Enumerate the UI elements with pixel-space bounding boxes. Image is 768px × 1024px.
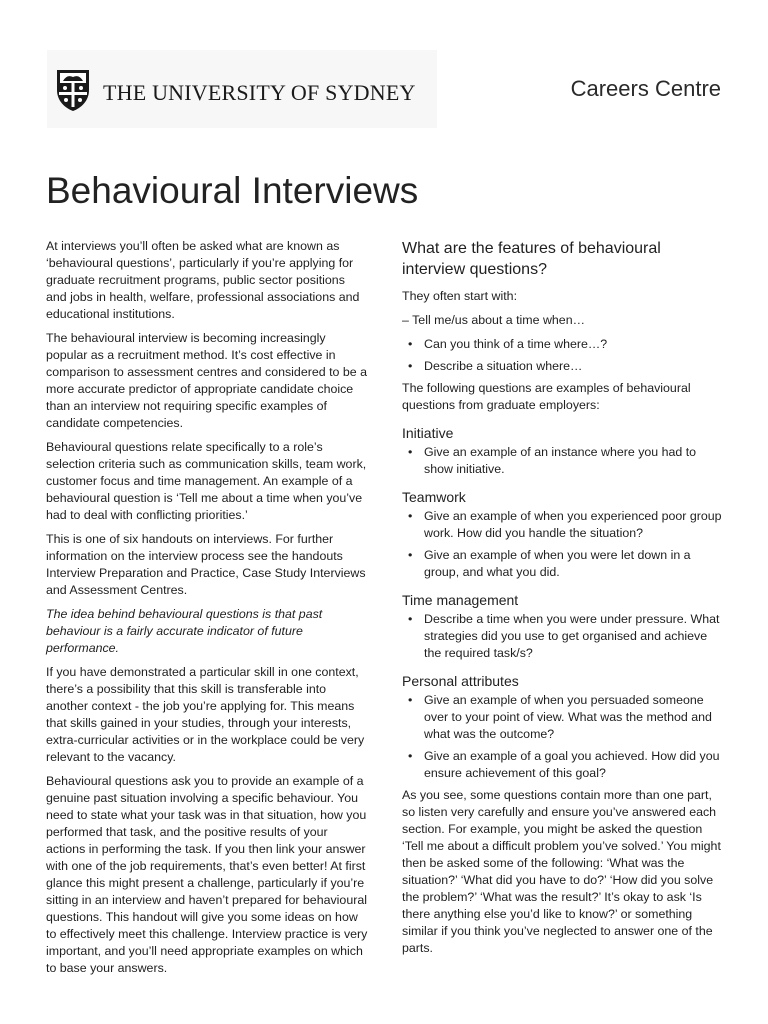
university-crest-icon xyxy=(55,68,91,112)
bullet: • xyxy=(408,337,413,351)
initiative-list xyxy=(402,444,722,478)
bullet: • xyxy=(408,749,413,763)
section-heading-time-management: Time management xyxy=(402,592,519,608)
features-heading: What are the features of behavioural interview questions? xyxy=(402,240,661,278)
italic-paragraph: The idea behind behavioural questions is that past behaviour is a fairly accurate indicator of future performance. xyxy=(46,607,323,655)
bullet: • xyxy=(408,359,413,373)
university-name: THE UNIVERSITY OF SYDNEY xyxy=(103,80,416,105)
time-management-list xyxy=(402,611,722,662)
careers-centre-label: Careers Centre xyxy=(570,76,721,101)
bullet: • xyxy=(408,509,413,523)
closing-paragraph: As you see, some questions contain more than one part, so listen very carefully and ensure you’ve answered each section. For example, you might be asked the question ‘Tell me about a difficult problem you’ve solved.’ You might then be asked some of the following: ‘What was the situation?’ ‘What did you have to do?’ ‘How did you solve the problem?’ ‘What was the result?’ It’s okay to ask ‘Is there anything else you’d like to know?’ or something similar if you think you’ve neglected to answer one of the parts. xyxy=(402,788,721,955)
bullet: • xyxy=(408,445,413,459)
section-heading-initiative: Initiative xyxy=(402,425,454,441)
dash-item: – Tell me/us about a time when… xyxy=(402,313,585,327)
right-column xyxy=(402,238,722,964)
list-item: • Can you think of a time where…? xyxy=(408,337,608,351)
personal-attributes-list xyxy=(402,692,722,782)
list-item: • Give an example of when you persuaded someone over to your point of view. What was the method and what was the outcome? xyxy=(408,693,712,741)
list-item: • Give an example of when you experienced poor group work. How did you handle the situation? xyxy=(408,509,722,540)
paragraph: If you have demonstrated a particular skill in one context, there’s a possibility that this skill is transferable into another context - the job you’re applying for. This means that skills gained in your studies, through your interests, extra-curricular activities or in the workplace could be very relevant to the vacancy. xyxy=(46,665,365,764)
list-item: • Give an example of a goal you achieved. How did you ensure achievement of this goal? xyxy=(408,749,720,780)
paragraph: Behavioural questions relate specifically to a role’s selection criteria such as communication skills, team work, customer focus and time management. An example of a behavioural question is ‘Tell me about a time when you’ve had to deal with conflicting priorities.’ xyxy=(46,440,367,522)
left-column xyxy=(46,238,368,984)
examples-intro: The following questions are examples of behavioural questions from graduate employers: xyxy=(402,381,691,412)
paragraph: This is one of six handouts on interviews. For further information on the interview process see the handouts Interview Preparation and Practice, Case Study Interviews and Assessment Centres. xyxy=(46,532,366,597)
list-item: • Give an example of when you were let down in a group, and what you did. xyxy=(408,548,691,579)
bullet: • xyxy=(408,612,413,626)
list-item: • Describe a time when you were under pressure. What strategies did you use to get organised and achieve the required task/s? xyxy=(408,612,720,660)
list-item: • Give an example of an instance where you had to show initiative. xyxy=(408,445,697,476)
bullet: • xyxy=(408,693,413,707)
paragraph: At interviews you’ll often be asked what are known as ‘behavioural questions’, particularly if you’re applying for graduate recruitment programs, public sector positions and jobs in health, welfare, professional associations and educational institutions. xyxy=(46,239,360,321)
paragraph: The behavioural interview is becoming increasingly popular as a recruitment method. It’s cost effective in comparison to assessment centres and considered to be a more accurate predictor of appropriate candidate choice than an interview not requiring specific examples of candidate competencies. xyxy=(46,331,367,430)
intro-text: They often start with: xyxy=(402,289,518,303)
university-header xyxy=(47,50,437,128)
section-heading-teamwork: Teamwork xyxy=(402,489,466,505)
page-title: Behavioural Interviews xyxy=(46,170,419,211)
list-item: • Describe a situation where… xyxy=(408,359,583,373)
starter-list xyxy=(402,336,722,375)
teamwork-list xyxy=(402,508,722,581)
section-heading-personal-attributes: Personal attributes xyxy=(402,673,519,689)
bullet: • xyxy=(408,548,413,562)
paragraph: Behavioural questions ask you to provide an example of a genuine past situation involving a specific behaviour. You need to state what your task was in that situation, how you performed that task, and the positive results of your actions in performing the task. If you then link your answer with one of the job requirements, that’s even better! At first glance this might present a challenge, particularly if you’re sitting in an interview and haven’t prepared for behavioural questions. This handout will give you some ideas on how to effectively meet this challenge. Interview practice is very important, and you’ll need appropriate examples on which to base your answers. xyxy=(46,774,368,975)
